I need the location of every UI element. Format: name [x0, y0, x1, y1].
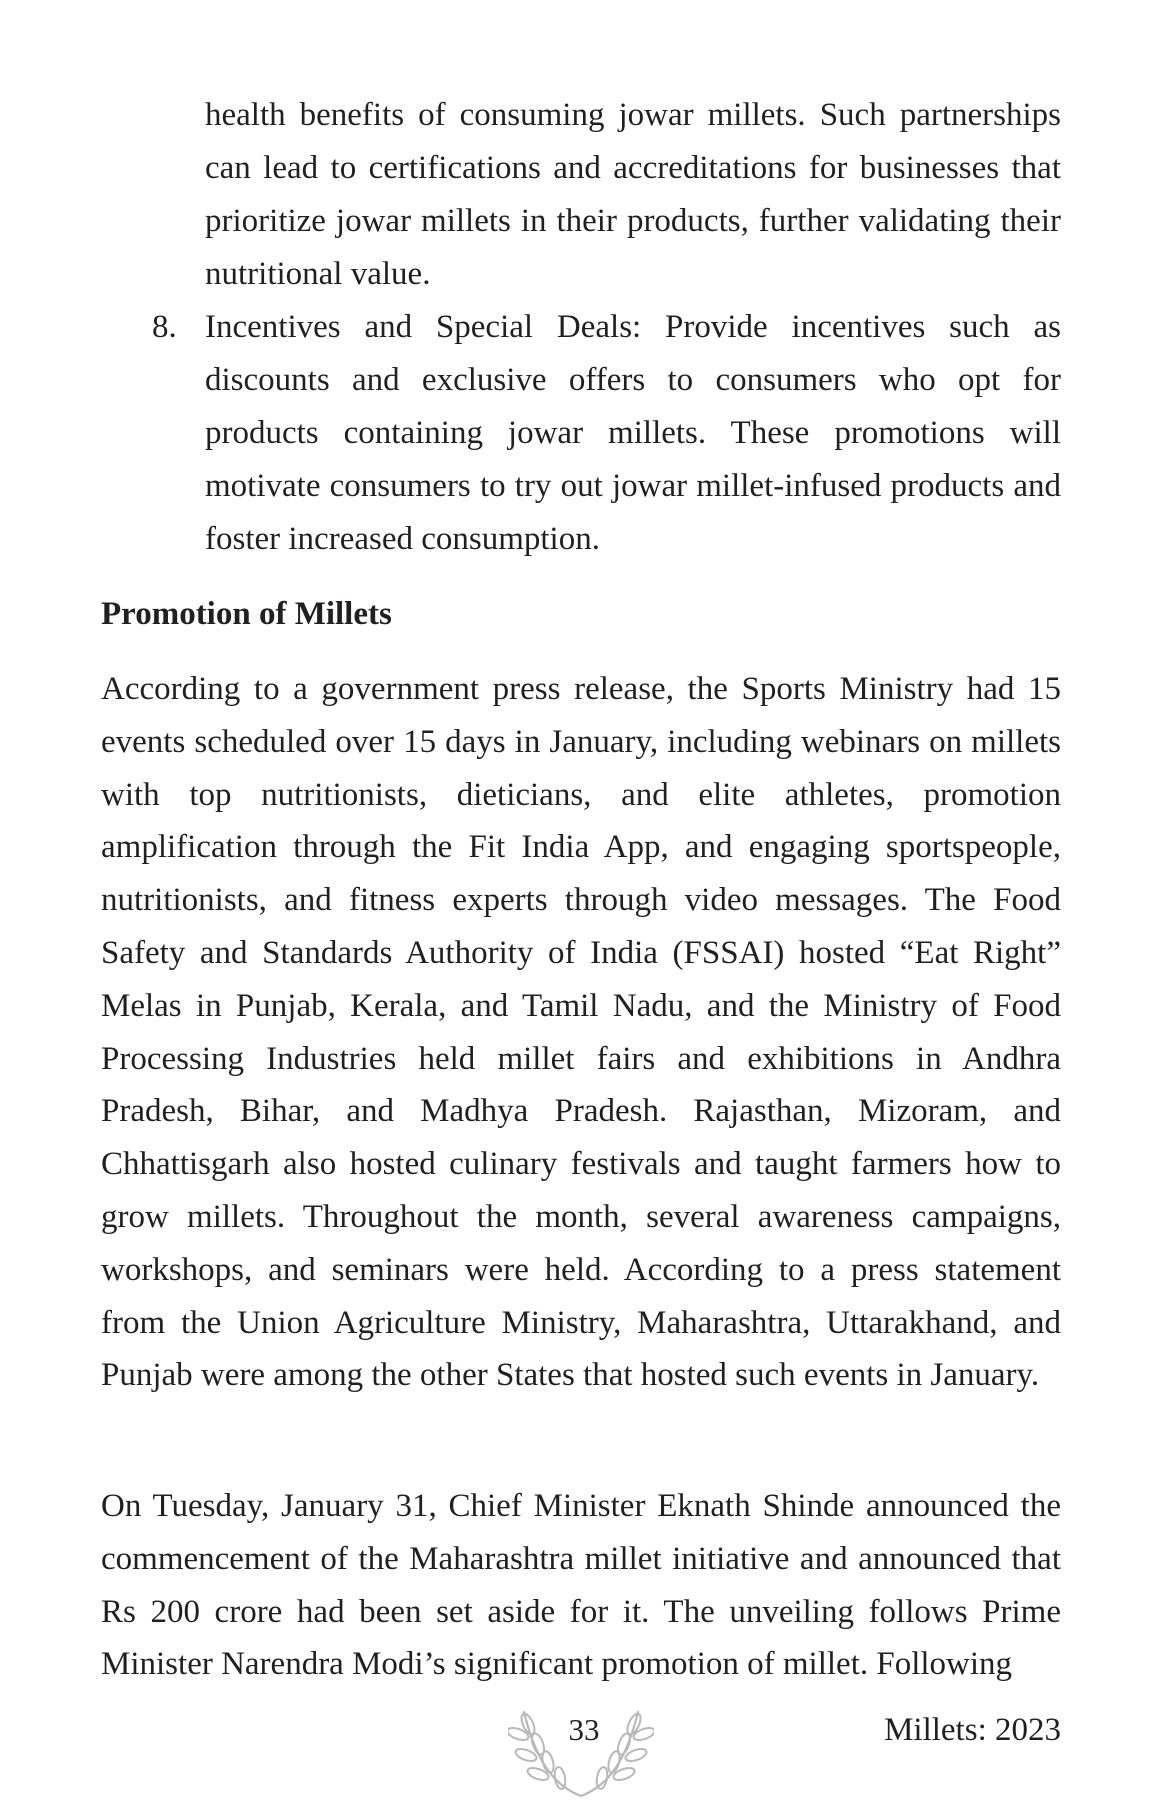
body-paragraph: On Tuesday, January 31, Chief Minister Eknath Shinde announced the commencement of the Maharashtra millet initiative and announced that Rs 200 crore had been set aside for it. The unveiling follows Prime Minister Narendra Modi’s significant promotion of millet. Following [101, 1488, 1061, 1683]
list-item-text: health benefits of consuming jowar millets. Such partnerships can lead to certifications and accreditations for businesses that prioritize jowar millets in their products, further validating their nutritional value. [205, 97, 1061, 292]
list-item-text: Incentives and Special Deals: Provide incentives such as discounts and exclusive offers to consumers who opt for products containing jowar millets. These promotions will motivate consumers to try out jowar millet-infused products and foster increased consumption. [205, 309, 1061, 557]
body-paragraph: According to a government press release, the Sports Ministry had 15 events scheduled over 15 days in January, including webinars on millets with top nutritionists, dieticians, and elite athletes, promotion amplification through the Fit India App, and engaging sportspeople, nutritionists, and fitness experts through video messages. The Food Safety and Standards Authority of India (FSSAI) hosted “Eat Right” Melas in Punjab, Kerala, and Tamil Nadu, and the Ministry of Food Processing Industries held millet fairs and exhibitions in Andhra Pradesh, Bihar, and Madhya Pradesh. Rajasthan, Mizoram, and Chhattisgarh also hosted culinary festivals and taught farmers how to grow millets. Throughout the month, several awareness campaigns, workshops, and seminars were held. According to a press statement from the Union Agriculture Ministry, Maharashtra, Uttarakhand, and Punjab were among the other States that hosted such events in January. [101, 671, 1061, 1394]
list-item [101, 89, 1061, 301]
page-footer [0, 1700, 1164, 1800]
numbered-list [101, 89, 1061, 566]
page-number: 33 [568, 1712, 600, 1747]
section-heading: Promotion of Millets [101, 596, 392, 632]
list-marker: 8. [152, 309, 177, 345]
list-item [101, 301, 1061, 566]
running-footer-title: Millets: 2023 [884, 1712, 1061, 1748]
